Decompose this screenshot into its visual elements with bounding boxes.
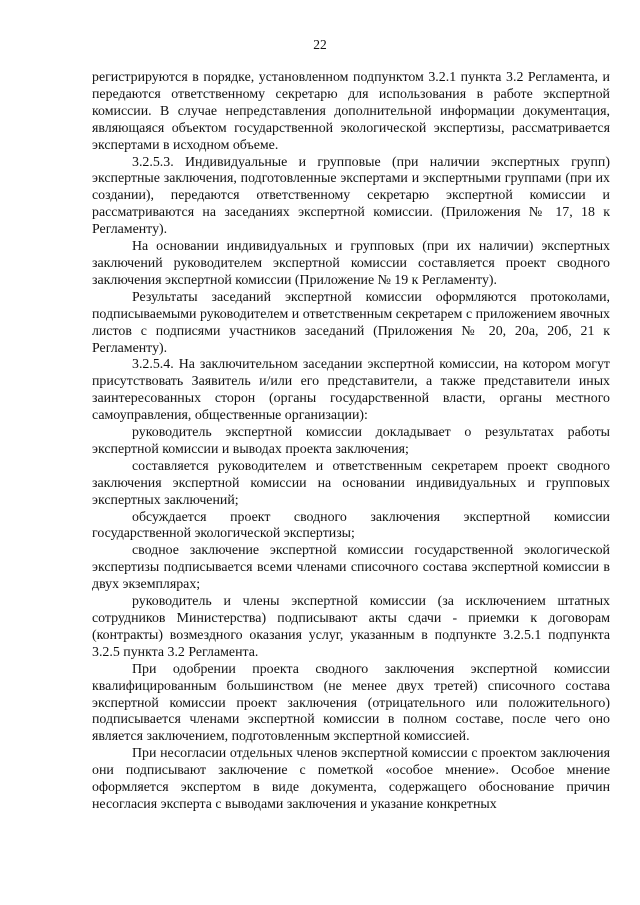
paragraph-8: обсуждается проект сводного заключения экспертной комиссии государственной экологической экспертизы;	[92, 509, 610, 542]
paragraph-4: Результаты заседаний экспертной комиссии оформляются протоколами, подписываемыми руководителем и ответственным секретарем с приложением явочных листов с подписями участников заседаний (Приложения № 20, 20а, 20б, 21 к Регламенту).	[92, 289, 610, 356]
paragraph-10: руководитель и члены экспертной комиссии (за исключением штатных сотрудников Министерства) подписывают акты сдачи - приемки к договорам (контракты) возмездного оказания услуг, указанным в подпункте 3.2.5.1 подпункта 3.2.5 пункта 3.2 Регламента.	[92, 594, 610, 660]
document-body	[92, 70, 610, 814]
paragraph-7: составляется руководителем и ответственным секретарем проект сводного заключения экспертной комиссии на основании индивидуальных и групповых экспертных заключений;	[92, 458, 610, 508]
paragraph-3: На основании индивидуальных и групповых (при их наличии) экспертных заключений руководителем экспертной комиссии составляется проект сводного заключения экспертной комиссии (Приложение № 19 к Регламенту).	[92, 239, 610, 288]
paragraph-5: 3.2.5.4. На заключительном заседании экспертной комиссии, на котором могут присутствовать Заявитель и/или его представители, а также представители иных заинтересованных сторон (органы государственной власти, органы местного самоуправления, общественные организации):	[92, 357, 610, 424]
paragraph-9: сводное заключение экспертной комиссии государственной экологической экспертизы подписывается всеми членами списочного состава экспертной комиссии в двух экземплярах;	[92, 543, 610, 593]
paragraph-2: 3.2.5.3. Индивидуальные и групповые (при наличии экспертных групп) экспертные заключения, подготовленные экспертами и экспертными группами (при их создании), передаются ответственному секретарю экспертной комиссии и рассматриваются на заседаниях экспертной комиссии. (Приложения № 17, 18 к Регламенту).	[92, 154, 610, 238]
paragraph-12: При несогласии отдельных членов экспертной комиссии с проектом заключения они подписывают заключение с пометкой «особое мнение». Особое мнение оформляется экспертом в виде документа, содержащего обоснование причин несогласия эксперта с выводами заключения и указание конкретных	[92, 746, 610, 812]
paragraph-11: При одобрении проекта сводного заключения экспертной комиссии квалифицированным большинством (не менее двух третей) списочного состава экспертной комиссии проект заключения (отрицательного или положительного) подписывается членами экспертной комиссии в полном составе, после чего оно является заключением, подготовленным экспертной комиссией.	[92, 661, 610, 745]
paragraph-1: регистрируются в порядке, установленном подпунктом 3.2.1 пункта 3.2 Регламента, и передаются ответственному секретарю для использования в работе экспертной комиссии. В случае непредставления дополнительной информации документация, являющаяся объектом государственной экологической экспертизы, рассматривается экспертами в исходном объеме.	[92, 70, 610, 153]
paragraph-6: руководитель экспертной комиссии докладывает о результатах работы экспертной комиссии и выводах проекта заключения;	[92, 425, 610, 457]
page-number: 22	[313, 37, 327, 52]
